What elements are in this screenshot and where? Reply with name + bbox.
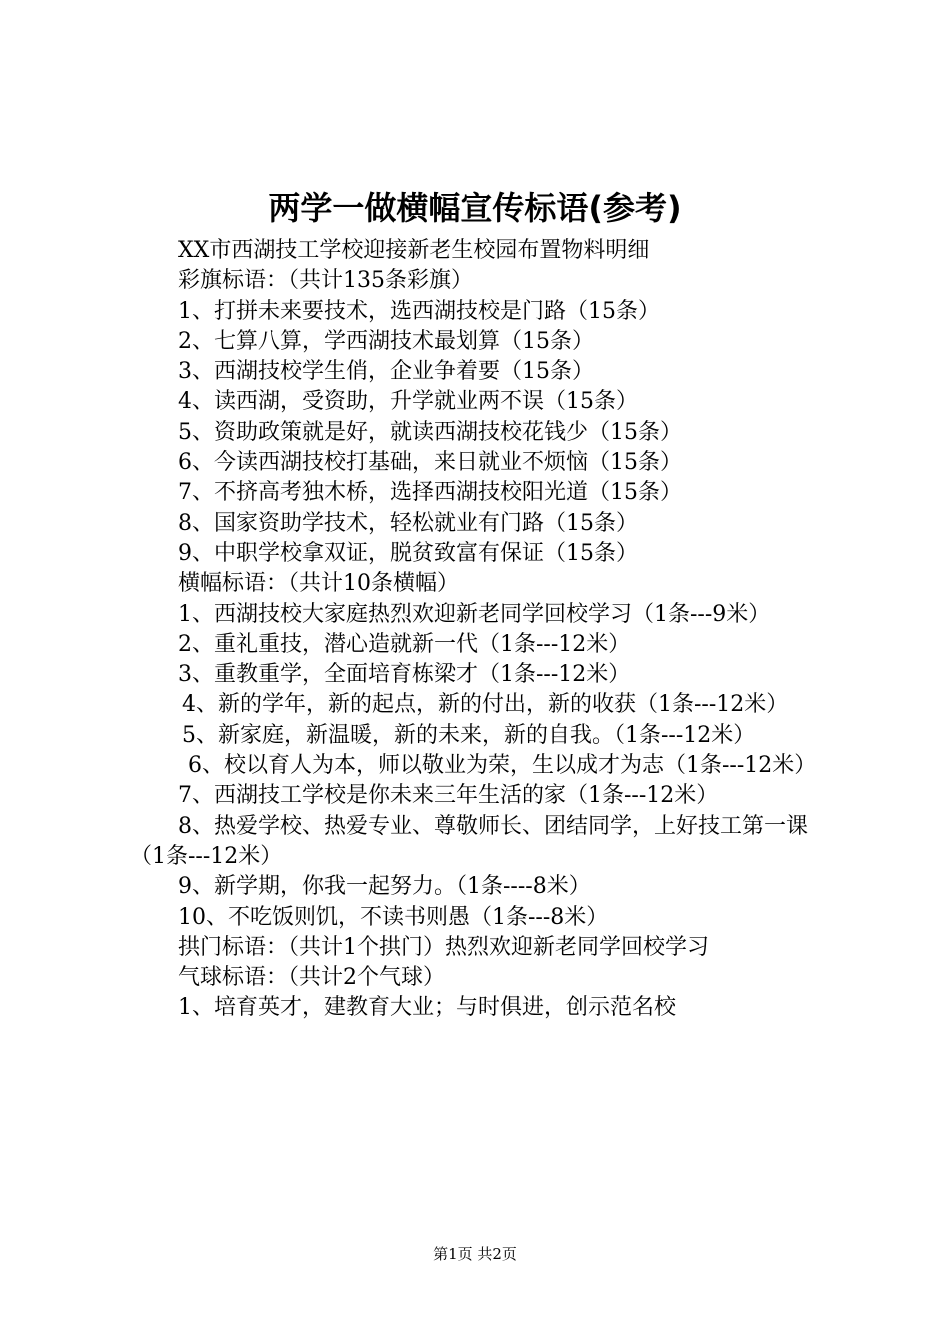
page-footer: 第1页 共2页 [433,1245,517,1263]
list-item: 3、西湖技校学生俏，企业争着要（15条） [178,359,594,385]
list-item: 5、新家庭，新温暖，新的未来，新的自我。（1条---12米） [182,722,756,748]
paragraph-line: 横幅标语：（共计10条横幅） [178,571,459,597]
list-item: 8、国家资助学技术，轻松就业有门路（15条） [178,510,638,536]
list-item: 10、不吃饭则饥，不读书则愚（1条---8米） [178,904,609,930]
paragraph-line: 彩旗标语：（共计135条彩旗） [178,268,473,294]
list-item: 9、新学期，你我一起努力。（1条----8米） [178,874,591,900]
list-item: 2、七算八算，学西湖技术最划算（15条） [178,328,594,354]
list-item: 1、培育英才，建教育大业；与时俱进，创示范名校 [178,995,676,1021]
document-title: 两学一做横幅宣传标语(参考) [268,189,682,227]
paragraph-line: XX市西湖技工学校迎接新老生校园布置物料明细 [178,238,650,263]
list-item: 4、新的学年，新的起点，新的付出，新的收获（1条---12米） [182,692,789,718]
list-item: 5、资助政策就是好，就读西湖技校花钱少（15条） [178,419,682,445]
paragraph-line: 气球标语：（共计2个气球） [178,965,445,991]
list-item: 7、不挤高考独木桥，选择西湖技校阳光道（15条） [178,480,682,506]
paragraph-line: 拱门标语：（共计1个拱门）热烈欢迎新老同学回校学习 [178,934,709,960]
list-item: 1、打拼未来要技术，选西湖技校是门路（15条） [178,298,660,324]
list-item: 1、西湖技校大家庭热烈欢迎新老同学回校学习（1条---9米） [178,601,771,627]
list-item: 2、重礼重技，潜心造就新一代（1条---12米） [178,631,631,657]
list-item: 3、重教重学，全面培育栋梁才（1条---12米） [178,662,631,688]
list-item: 7、西湖技工学校是你未来三年生活的家（1条---12米） [178,783,719,809]
document-body [130,236,830,1024]
list-item: 9、中职学校拿双证，脱贫致富有保证（15条） [178,540,638,566]
list-item: 6、今读西湖技校打基础，来日就业不烦恼（15条） [178,450,682,476]
list-item: 8、热爱学校、热爱专业、尊敬师长、团结同学，上好技工第一课（1条---12米） [130,813,808,869]
list-item: 6、校以育人为本，师以敬业为荣，生以成才为志（1条---12米） [188,753,817,779]
list-item: 4、读西湖，受资助，升学就业两不误（15条） [178,389,638,415]
